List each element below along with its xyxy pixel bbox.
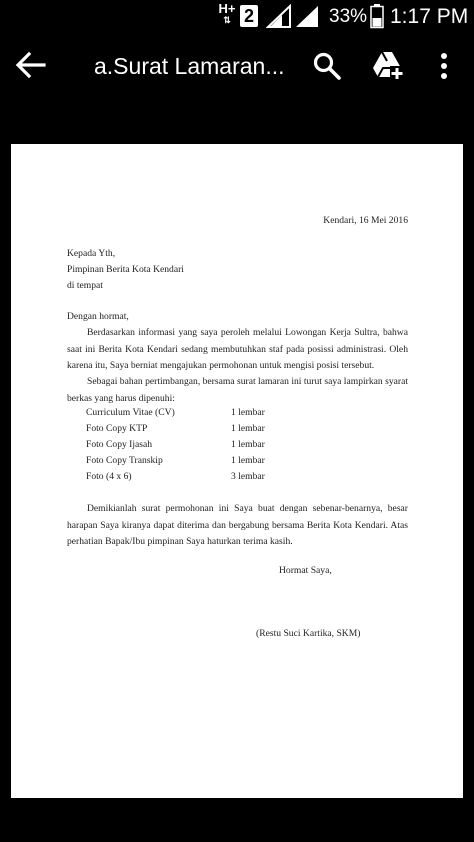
more-vert-icon[interactable] [436,51,452,81]
drive-add-icon[interactable] [372,50,404,80]
signal-strength-icon [266,4,322,29]
attachment-item: Foto Copy KTP [86,423,148,434]
battery-percent: 33% [329,6,368,27]
document-viewer[interactable] [0,97,474,842]
attachment-qty: 1 lembar [231,439,265,450]
search-icon[interactable] [312,51,342,81]
closing: Hormat Saya, [279,565,332,576]
battery-icon [370,4,384,29]
place-date: Kendari, 16 Mei 2016 [323,215,408,226]
recipient-line-1: Kepada Yth, [67,248,116,259]
attachment-item: Foto Copy Transkip [86,455,163,466]
clock: 1:17 PM [390,5,469,28]
network-type: H+ [218,1,236,16]
attachment-qty: 1 lembar [231,423,265,434]
back-arrow-icon[interactable] [14,51,46,79]
document-title: a.Surat Lamaran... [94,53,285,79]
attachment-item: Foto Copy Ijasah [86,439,153,450]
paragraph-2: Sebagai bahan pertimbangan, bersama surat lamaran ini turut saya lampirkan syarat berkas yang harus dipenuhi: [67,376,409,404]
attachment-qty: 1 lembar [231,455,265,466]
network-indicator [216,3,238,29]
attachment-item: Foto (4 x 6) [86,471,132,482]
sim-slot-badge: 2 [240,5,258,27]
data-arrows-icon: ⇅ [223,15,231,25]
recipient-line-3: di tempat [67,280,103,291]
recipient-line-2: Pimpinan Berita Kota Kendari [67,264,184,275]
status-bar [0,0,474,33]
document-page[interactable] [11,144,463,798]
app-bar [0,33,474,97]
letter-content [11,144,463,798]
paragraph-3: Demikianlah surat permohonan ini Saya buat dengan sebenar-benarnya, besar harapan Saya kiranya dapat diterima dan bergabung bersama Berita Kota Kendari. Atas perhatian Bapak/Ibu pimpinan Saya haturkan terima kasih. [67,503,408,547]
paragraph-1: Berdasarkan informasi yang saya peroleh melalui Lowongan Kerja Sultra, bahwa saat ini Berita Kota Kendari sedang membutuhkan staf pada posissi administrasi. Oleh karena itu, Saya berniat mengajukan permohonan untuk mengisi posisi tersebut. [67,327,408,371]
attachment-qty: 3 lembar [231,471,265,482]
attachment-item: Curriculum Vitae (CV) [86,407,175,418]
greeting: Dengan hormat, [67,311,129,322]
attachment-qty: 1 lembar [231,407,265,418]
signature-name: (Restu Suci Kartika, SKM) [256,628,361,639]
